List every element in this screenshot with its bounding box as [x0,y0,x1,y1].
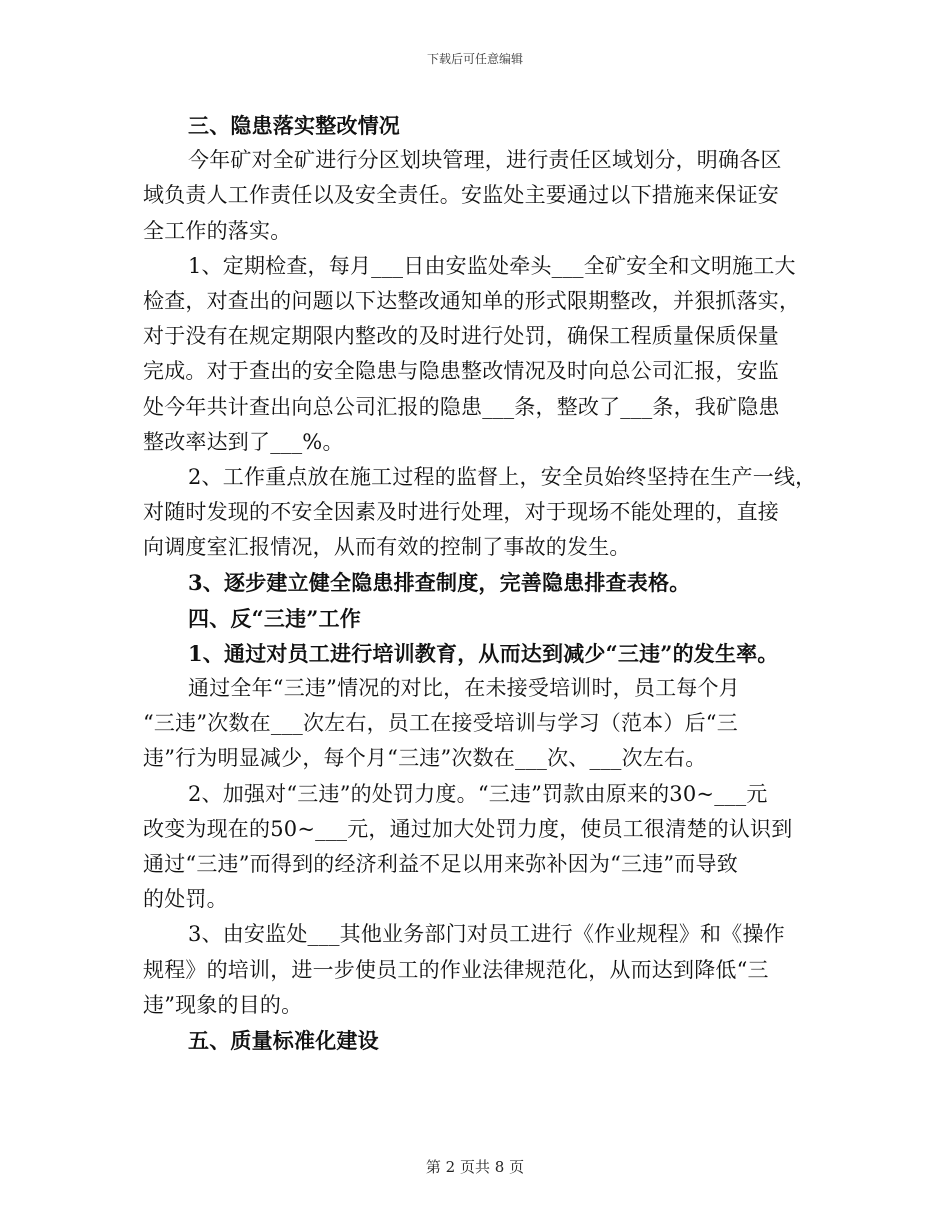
paragraph-line: 对于没有在规定期限内整改的及时进行处罚，确保工程质量保质保量 [143,324,779,349]
paragraph-line: “三违”次数在___次左右，员工在接受培训与学习（范本）后“三 [143,711,738,736]
section-heading: 三、隐患落实整改情况 [188,113,400,138]
paragraph-line: 2、工作重点放在施工过程的监督上，安全员始终坚持在生产一线， [188,464,817,489]
paragraph-line: 改变为现在的50~___元，通过加大处罚力度，使员工很清楚的认识到 [143,816,793,841]
paragraph-line: 违”行为明显减少，每个月“三违”次数在___次、___次左右。 [143,746,707,771]
paragraph-line: 1、定期检查，每月___日由安监处牵头___全矿安全和文明施工大 [188,253,796,278]
paragraph-line: 今年矿对全矿进行分区划块管理，进行责任区域划分，明确各区 [188,148,782,173]
paragraph-line: 检查，对查出的问题以下达整改通知单的形式限期整改，并狠抓落实， [143,288,801,313]
paragraph-line: 完成。对于查出的安全隐患与隐患整改情况及时向总公司汇报，安监 [143,359,779,384]
paragraph-line: 规程》的培训，进一步使员工的作业法律规范化，从而达到降低“三 [143,957,769,982]
paragraph-line: 向调度室汇报情况，从而有效的控制了事故的发生。 [143,535,631,560]
page-footer: 第 2 页共 8 页 [425,1158,525,1176]
paragraph-line: 通过“三违”而得到的经济利益不足以用来弥补因为“三违”而导致 [143,851,738,876]
section-heading: 四、反“三违”工作 [188,605,361,631]
paragraph-line: 3、由安监处___其他业务部门对员工进行《作业规程》和《操作 [188,922,785,947]
section-heading: 3、逐步建立健全隐患排查制度，完善隐患排查表格。 [188,570,691,596]
paragraph-line: 的处罚。 [143,887,228,912]
paragraph-line: 对随时发现的不安全因素及时进行处理，对于现场不能处理的，直接 [143,500,779,525]
page-header: 下载后可任意编辑 [426,52,523,66]
paragraph-line: 通过全年“三违”情况的对比，在未接受培训时，员工每个月 [188,676,740,700]
section-heading: 1、通过对员工进行培训教育，从而达到减少“三违”的发生率。 [188,640,779,666]
section-heading: 五、质量标准化建设 [188,1027,379,1053]
paragraph-line: 违”现象的目的。 [143,992,303,1017]
document-body [143,108,817,1058]
paragraph-line: 域负责人工作责任以及安全责任。安监处主要通过以下措施来保证安 [143,183,779,208]
paragraph-line: 处今年共计查出向总公司汇报的隐患___条，整改了___条，我矿隐患 [143,394,780,419]
paragraph-line: 全工作的落实。 [143,218,292,243]
paragraph-line: 整改率达到了___%。 [143,429,344,454]
paragraph-line: 2、加强对“三违”的处罚力度。“三违”罚款由原来的30~___元 [188,781,768,806]
